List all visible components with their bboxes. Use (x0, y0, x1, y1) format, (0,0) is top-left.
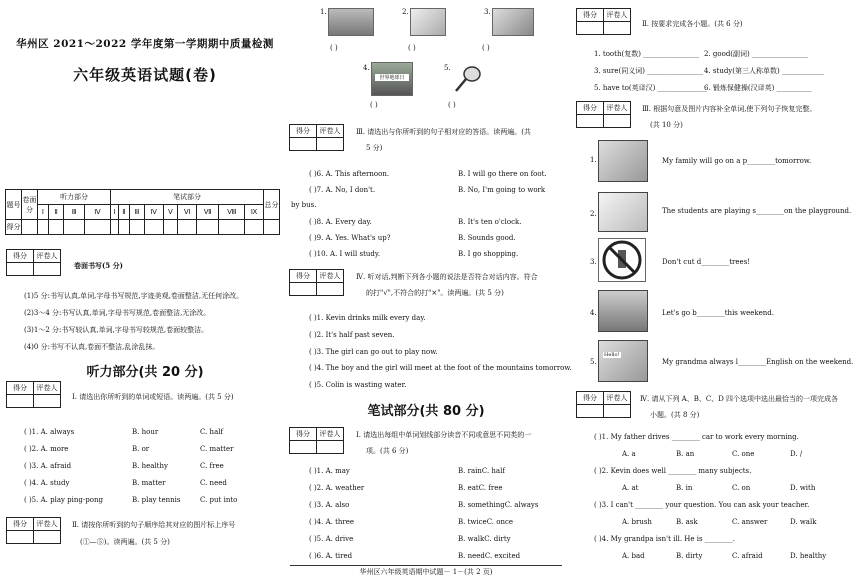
scorebox-score-cell[interactable] (290, 283, 317, 296)
th-written: 笔试部分 (111, 190, 264, 205)
W4-title-line2: 小题。(共 8 分) (650, 411, 700, 419)
W2-title: Ⅱ. 按要求完成各小题。(共 6 分) (642, 20, 743, 28)
W1-title-line1: Ⅰ. 请选出每组中单词划线部分读音不同或意思不同类的一 (356, 431, 532, 439)
L3-item-8[interactable]: ( )8. A. Every day. (309, 218, 372, 226)
L1-item-5-b: B. play tennis (132, 496, 181, 504)
th-written-9: Ⅸ (245, 205, 264, 220)
W3-title-line1: Ⅲ. 根据句意及图片内容补全单词,使下列句子恢复完整。 (642, 105, 817, 113)
W4-q3-opt-a[interactable]: A. brush (622, 518, 652, 526)
scorebox-L1 (6, 381, 61, 408)
L2-blank-4[interactable]: ( ) (370, 101, 378, 109)
W1-item-6-b: B. needC. excited (458, 552, 521, 560)
W3-num-4: 4. (590, 309, 597, 317)
th-written-7: Ⅶ (197, 205, 219, 220)
scorebox-reviewer-cell[interactable] (317, 441, 344, 454)
scorebox-reviewer-cell[interactable] (604, 115, 631, 128)
W4-q3-opt-d[interactable]: D. walk (790, 518, 817, 526)
W4-q2-opt-d[interactable]: D. with (790, 484, 816, 492)
L2-blank-5[interactable]: ( ) (448, 101, 456, 109)
scorebox-reviewer-label: 评卷人 (317, 270, 344, 283)
scorebox-reviewer-label: 评卷人 (604, 392, 631, 405)
th-question-no: 题号 (6, 190, 22, 220)
W1-item-6[interactable]: ( )6. A. tired (309, 552, 353, 560)
score-cell[interactable] (197, 220, 219, 235)
th-neatness: 卷面分 (22, 190, 38, 220)
L3-item-7-continuation: by bus. (291, 201, 317, 209)
W3-num-2: 2. (590, 210, 597, 218)
W1-title-line2: 项。(共 6 分) (366, 447, 409, 455)
handwriting-item-1: (1)5 分:书写认真,单词,字母书写规范,字迹美观,卷面整洁,无任何涂改。 (24, 292, 244, 300)
W1-item-5[interactable]: ( )5. A. drive (309, 535, 354, 543)
L1-item-4[interactable]: ( )4. A. study (24, 479, 70, 487)
th-written-3: Ⅲ (130, 205, 145, 220)
L4-item-5[interactable]: ( )5. Colin is wasting water. (309, 381, 407, 389)
handwriting-item-3: (3)1～2 分:书写较认真,单词,字母书写较规范,卷面较整洁。 (24, 326, 209, 334)
scorebox-reviewer-label: 评卷人 (34, 518, 61, 531)
W4-q4-opt-b[interactable]: B. dirty (676, 552, 703, 560)
scorebox-reviewer-label: 评卷人 (34, 250, 61, 263)
W1-item-2-b: B. eatC. free (458, 484, 503, 492)
picture-racket (452, 64, 482, 94)
L3-item-10-b: B. I go shopping. (458, 250, 519, 258)
scorebox-reviewer-cell[interactable] (317, 138, 344, 151)
score-cell[interactable] (245, 220, 264, 235)
W4-question-2[interactable]: ( )2. Kevin does well ________ many subjects. (594, 467, 752, 475)
score-row-label: 得分 (6, 220, 22, 235)
L4-title-line1: Ⅳ. 听对话,判断下列各小题的说法是否符合对话内容。符合 (356, 273, 538, 281)
W3-sentence-1[interactable]: My family will go on a p________tomorrow. (662, 157, 812, 165)
written-header: 笔试部分(共 80 分) (367, 404, 485, 419)
W1-item-4-b: B. twiceC. once (458, 518, 514, 526)
L3-item-9[interactable]: ( )9. A. Yes. What's up? (309, 234, 391, 242)
L1-item-4-c: C. need (200, 479, 227, 487)
scorebox-reviewer-label: 评卷人 (317, 428, 344, 441)
W2-item-4[interactable]: 4. study(第三人称单数) ____________ (704, 67, 824, 75)
score-cell[interactable] (38, 220, 49, 235)
scorebox-score-label: 得分 (577, 9, 604, 22)
L1-item-3[interactable]: ( )3. A. afraid (24, 462, 72, 470)
W2-item-1[interactable]: 1. tooth(复数) ________________ (594, 50, 700, 58)
picture-earth-day-sign (371, 62, 413, 96)
W4-title-line1: Ⅳ. 请从下列 A、B、C、D 四个选项中选出最恰当的一项完成各 (640, 395, 839, 403)
W4-question-3[interactable]: ( )3. I can't ________ your question. You can ask your teacher. (594, 501, 810, 509)
W4-q1-opt-a[interactable]: A. a (622, 450, 636, 458)
W1-item-1-b: B. rainC. half (458, 467, 505, 475)
W1-item-2[interactable]: ( )2. A. weather (309, 484, 365, 492)
L4-item-2[interactable]: ( )2. It's half past seven. (309, 331, 395, 339)
W2-item-3[interactable]: 3. sure(同义词) ________________ (594, 67, 704, 75)
scorebox-score-label: 得分 (7, 250, 34, 263)
scorebox-score-label: 得分 (7, 518, 34, 531)
handwriting-item-2: (2)3～4 分:书写认真,单词,字母书写规范,卷面整洁,无涂改。 (24, 309, 211, 317)
scorebox-reviewer-label: 评卷人 (317, 125, 344, 138)
score-cell[interactable] (264, 220, 280, 235)
scorebox-reviewer-label: 评卷人 (34, 382, 61, 395)
scorebox-reviewer-cell[interactable] (34, 531, 61, 544)
L1-item-3-c: C. free (200, 462, 224, 470)
scorebox-score-label: 得分 (577, 102, 604, 115)
scorebox-score-label: 得分 (290, 270, 317, 283)
th-listen-4: Ⅳ (84, 205, 110, 220)
W4-q3-opt-b[interactable]: B. ask (676, 518, 698, 526)
W3-num-5: 5. (590, 358, 597, 366)
W4-q4-opt-d[interactable]: D. healthy (790, 552, 827, 560)
scorebox-L2 (6, 517, 61, 544)
L3-item-9-b: B. Sounds good. (458, 234, 516, 242)
th-listen-1: Ⅰ (38, 205, 49, 220)
L1-item-5-c: C. put into (200, 496, 238, 504)
L2-blank-3[interactable]: ( ) (482, 44, 490, 52)
W4-q1-opt-b[interactable]: B. an (676, 450, 695, 458)
score-cell[interactable] (84, 220, 110, 235)
L3-item-8-b: B. It's ten o'clock. (458, 218, 522, 226)
footer-divider (290, 565, 562, 566)
scorebox-L3 (289, 124, 344, 151)
scorebox-score-cell[interactable] (577, 22, 604, 35)
score-cell[interactable] (22, 220, 38, 235)
L1-item-3-b: B. healthy (132, 462, 168, 470)
scorebox-reviewer-cell[interactable] (604, 22, 631, 35)
L2-pic-label-3: 3. (484, 8, 491, 16)
scorebox-handwriting (6, 249, 61, 276)
W3-sentence-4[interactable]: Let's go b________this weekend. (662, 309, 774, 317)
W3-title-line2: (共 10 分) (650, 121, 683, 129)
W2-item-2[interactable]: 2. good(副词) ________________ (704, 50, 808, 58)
picture-family-activity (492, 8, 534, 36)
score-cell[interactable] (130, 220, 145, 235)
L2-title-line2: (①—⑤)。读两遍。(共 5 分) (80, 538, 170, 546)
L2-pic-label-4: 4. (363, 64, 370, 72)
score-cell[interactable] (163, 220, 178, 235)
L1-item-2[interactable]: ( )2. A. more (24, 445, 69, 453)
L3-item-7-b: B. No, I'm going to work (458, 186, 546, 194)
th-listen-3: Ⅲ (64, 205, 84, 220)
handwriting-title: 卷面书写(5 分) (74, 261, 123, 270)
picture-kids-playing (598, 192, 648, 232)
listening-header: 听力部分(共 20 分) (86, 365, 204, 380)
scorebox-L4 (289, 269, 344, 296)
L4-item-1[interactable]: ( )1. Kevin drinks milk every day. (309, 314, 426, 322)
L1-item-1-b: B. hour (132, 428, 159, 436)
th-written-2: Ⅱ (118, 205, 129, 220)
score-cell[interactable] (118, 220, 129, 235)
W1-item-4[interactable]: ( )4. A. three (309, 518, 355, 526)
earth-day-sign-text: 世界地球日 (375, 74, 409, 81)
scorebox-reviewer-cell[interactable] (34, 395, 61, 408)
no-cutting-trees-icon (598, 238, 646, 282)
W2-item-5[interactable]: 5. have to(英译汉) ______________ (594, 84, 707, 92)
W3-sentence-3[interactable]: Don't cut d________trees! (662, 258, 751, 266)
scorebox-reviewer-label: 评卷人 (604, 102, 631, 115)
picture-family-picnic (598, 140, 648, 182)
hello-sign-text: Hello! (604, 352, 620, 358)
W4-q1-opt-c[interactable]: C. one (732, 450, 755, 458)
L2-blank-2[interactable]: ( ) (408, 44, 416, 52)
scorebox-reviewer-cell[interactable] (317, 283, 344, 296)
score-summary-table (5, 189, 280, 235)
W4-q2-opt-c[interactable]: C. on (732, 484, 751, 492)
L4-item-3[interactable]: ( )3. The girl can go out to play now. (309, 348, 438, 356)
scorebox-reviewer-label: 评卷人 (604, 9, 631, 22)
picture-two-kids-talking (410, 8, 446, 36)
L2-blank-1[interactable]: ( ) (330, 44, 338, 52)
W3-sentence-5[interactable]: My grandma always l________English on the weekend. (662, 358, 854, 366)
th-listen-2: Ⅱ (48, 205, 64, 220)
L1-item-5[interactable]: ( )5. A. play ping-pong (24, 496, 103, 504)
W1-item-5-b: B. walkC. dirty (458, 535, 511, 543)
L3-item-6-b: B. I will go there on foot. (458, 170, 547, 178)
L2-pic-label-5: 5. (444, 64, 451, 72)
L4-title-line2: 的打"√",不符合的打"×"。读两遍。(共 5 分) (366, 289, 504, 297)
L1-item-2-c: C. matter (200, 445, 234, 453)
W4-question-1[interactable]: ( )1. My father drives ________ car to work every morning. (594, 433, 799, 441)
th-written-5: Ⅴ (163, 205, 178, 220)
scorebox-score-cell[interactable] (7, 395, 34, 408)
W4-q3-opt-c[interactable]: C. answer (732, 518, 768, 526)
score-cell[interactable] (178, 220, 197, 235)
W1-item-1[interactable]: ( )1. A. may (309, 467, 350, 475)
scorebox-score-cell[interactable] (7, 263, 34, 276)
scorebox-reviewer-cell[interactable] (34, 263, 61, 276)
scorebox-W4 (576, 391, 631, 418)
score-cell[interactable] (111, 220, 119, 235)
picture-town-buildings (328, 8, 374, 36)
score-cell[interactable] (219, 220, 245, 235)
W4-question-4[interactable]: ( )4. My grandpa isn't ill. He is ________. (594, 535, 736, 543)
W4-q1-opt-d[interactable]: D. / (790, 450, 803, 458)
page-footer: 华州区六年级英语期中试题－ 1－(共 2 页) (359, 568, 493, 576)
score-cell[interactable] (144, 220, 163, 235)
L3-item-6[interactable]: ( )6. A. This afternoon. (309, 170, 390, 178)
W4-q2-opt-b[interactable]: B. in (676, 484, 693, 492)
scorebox-score-cell[interactable] (577, 115, 604, 128)
picture-boating (598, 290, 648, 332)
picture-grandma-learning (598, 340, 648, 382)
L1-item-1[interactable]: ( )1. A. always (24, 428, 75, 436)
scorebox-score-label: 得分 (290, 428, 317, 441)
scorebox-W2 (576, 8, 631, 35)
W4-q2-opt-a[interactable]: A. at (622, 484, 639, 492)
scorebox-score-cell[interactable] (290, 441, 317, 454)
th-written-6: Ⅵ (178, 205, 197, 220)
handwriting-item-4: (4)0 分:书写不认真,卷面不整洁,乱涂乱抹。 (24, 343, 160, 351)
scorebox-reviewer-cell[interactable] (604, 405, 631, 418)
scorebox-score-label: 得分 (577, 392, 604, 405)
th-total: 总分 (264, 190, 280, 220)
L1-item-4-b: B. matter (132, 479, 166, 487)
L1-item-2-b: B. or (132, 445, 150, 453)
th-listening: 听力部分 (38, 190, 111, 205)
L1-item-1-c: C. half (200, 428, 224, 436)
W3-num-1: 1. (590, 156, 597, 164)
W1-item-3-b: B. somethingC. always (458, 501, 539, 509)
W3-num-3: 3. (590, 258, 597, 266)
W1-item-3[interactable]: ( )3. A. also (309, 501, 350, 509)
score-cell[interactable] (48, 220, 64, 235)
scorebox-score-label: 得分 (290, 125, 317, 138)
W4-q4-opt-c[interactable]: C. afraid (732, 552, 763, 560)
exam-title: 华州区 2021～2022 学年度第一学期期中质量检测 (16, 38, 274, 50)
L3-title-line1: Ⅲ. 请选出与你所听到的句子相对应的答语。读两遍。(共 (356, 128, 531, 136)
L2-pic-label-1: 1. (320, 8, 327, 16)
L1-title: Ⅰ. 请选出你所听到的单词或短语。读两遍。(共 5 分) (72, 393, 234, 401)
L4-item-4[interactable]: ( )4. The boy and the girl will meet at the foot of the mountains tomorrow. (309, 364, 572, 372)
W3-sentence-2[interactable]: The students are playing s________on the playground. (662, 207, 852, 215)
paper-title: 六年级英语试题(卷) (73, 66, 217, 84)
th-written-1: Ⅰ (111, 205, 119, 220)
th-written-4: Ⅳ (144, 205, 163, 220)
scorebox-W3 (576, 101, 631, 128)
L3-item-7[interactable]: ( )7. A. No, I don't. (309, 186, 376, 194)
scorebox-score-cell[interactable] (7, 531, 34, 544)
W4-q4-opt-a[interactable]: A. bad (622, 552, 645, 560)
scorebox-score-label: 得分 (7, 382, 34, 395)
th-written-8: Ⅷ (219, 205, 245, 220)
L2-pic-label-2: 2. (402, 8, 409, 16)
W2-item-6[interactable]: 6. 锻炼保健操(汉译英) __________ (704, 84, 812, 92)
L2-title-line1: Ⅱ. 请按你所听到的句子顺序给其对应的图片标上序号 (72, 521, 236, 529)
scorebox-score-cell[interactable] (577, 405, 604, 418)
scorebox-score-cell[interactable] (290, 138, 317, 151)
scorebox-W1 (289, 427, 344, 454)
score-cell[interactable] (64, 220, 84, 235)
L3-item-10[interactable]: ( )10. A. I will study. (309, 250, 381, 258)
L3-title-line2: 5 分) (366, 144, 383, 152)
